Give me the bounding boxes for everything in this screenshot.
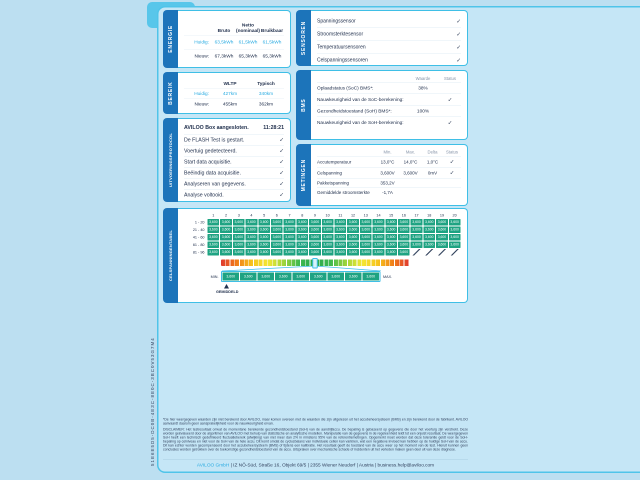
check-icon: ✓ bbox=[279, 181, 284, 187]
protocol-step-label: De FLASH Test is gestart. bbox=[184, 136, 245, 143]
bereik-tab bbox=[163, 72, 178, 114]
cell-voltage: 3,600 bbox=[209, 220, 218, 224]
panel-uitvoeringsprotocol bbox=[163, 118, 291, 202]
protocol-connected-row bbox=[184, 123, 284, 134]
cell-voltage: 3,600 bbox=[424, 228, 434, 232]
metingen-header-min: Min. bbox=[383, 149, 392, 155]
value-cell: 67,3kWh bbox=[212, 49, 236, 63]
cell-voltage: 3,600 bbox=[424, 235, 434, 239]
metingen-column-headers bbox=[317, 149, 461, 156]
metingen-tab bbox=[296, 144, 311, 206]
cell-voltage: 3,600 bbox=[323, 228, 332, 232]
protocol-step-label: Start data acquisitie. bbox=[184, 158, 232, 165]
protocol-card bbox=[178, 118, 291, 202]
panel-bereik bbox=[163, 72, 291, 114]
protocol-tab-label: UITVOERINGSPROTOCOL bbox=[168, 133, 173, 187]
row-label: Nieuw: bbox=[184, 49, 212, 63]
row-label: Huidig: bbox=[184, 88, 212, 98]
column-number: 17 bbox=[414, 213, 419, 218]
cell-voltage: 3,600 bbox=[221, 243, 231, 247]
empty-cell-slash bbox=[411, 249, 423, 256]
bms-row-label: Gezondheidstoestand (SoH) BMS*: bbox=[317, 108, 392, 114]
cell-voltage: 3,600 bbox=[450, 220, 459, 224]
cell-voltage: 3,600 bbox=[399, 235, 409, 239]
max-label: MAX. bbox=[383, 274, 393, 279]
protocol-connected-time: 11:28:21 bbox=[263, 124, 284, 131]
metingen-rows bbox=[317, 156, 461, 197]
footnotes bbox=[163, 418, 468, 454]
cell-voltage: 3,600 bbox=[234, 228, 243, 232]
cell-voltage: 3,600 bbox=[386, 235, 396, 239]
column-number: 3 bbox=[237, 213, 240, 218]
cell-voltage: 3,600 bbox=[386, 243, 396, 247]
cell-voltage: 3,600 bbox=[450, 243, 459, 247]
row-range-label: 41 - 60 bbox=[192, 235, 205, 240]
cell-voltage: 3,600 bbox=[437, 243, 447, 247]
cell-voltage: 3,600 bbox=[399, 243, 409, 247]
cell-voltage: 3,600 bbox=[272, 250, 282, 254]
bms-row bbox=[317, 117, 461, 129]
meting-row bbox=[317, 167, 461, 178]
cell-voltage: 3,600 bbox=[209, 243, 218, 247]
cell-voltage: 3,600 bbox=[323, 243, 332, 247]
bms-card bbox=[311, 70, 468, 140]
cell-voltage: 3,600 bbox=[310, 220, 320, 224]
protocol-step bbox=[184, 178, 284, 189]
column-number: 14 bbox=[376, 213, 381, 218]
cell-voltage: 3,600 bbox=[221, 220, 231, 224]
avg-cell-voltage: 3,600 bbox=[240, 273, 257, 281]
meting-max: 3,600V bbox=[403, 170, 418, 176]
energie-tab-label: ENERGIE bbox=[167, 25, 174, 53]
cell-voltage: 3,600 bbox=[259, 235, 269, 239]
cell-voltage: 3,600 bbox=[209, 228, 218, 232]
cell-voltage: 3,600 bbox=[437, 220, 447, 224]
avg-cell-voltage: 3,600 bbox=[310, 273, 327, 281]
meting-delta: 0mV bbox=[427, 170, 438, 176]
cell-voltage: 3,600 bbox=[209, 250, 218, 254]
bms-header-spacer bbox=[317, 76, 407, 81]
cell-voltage: 3,600 bbox=[259, 220, 269, 224]
metingen-tab-label: METINGEN bbox=[300, 158, 307, 192]
cell-voltage: 3,600 bbox=[259, 228, 269, 232]
bms-tab-label: BMS bbox=[300, 98, 307, 112]
cell-voltage: 3,600 bbox=[348, 243, 358, 247]
meting-min: 353,2V bbox=[380, 180, 395, 186]
value-cell: 63,5kWh bbox=[212, 35, 236, 49]
meting-max: 14,0°C bbox=[403, 159, 418, 165]
cell-voltage: 3,600 bbox=[361, 228, 370, 232]
avg-cell-voltage: 3,600 bbox=[258, 273, 275, 281]
cell-voltage: 3,600 bbox=[272, 243, 282, 247]
cell-voltage: 3,600 bbox=[399, 228, 409, 232]
cell-voltage: 3,600 bbox=[348, 250, 358, 254]
metingen-header-spacer bbox=[317, 150, 376, 155]
cell-voltage: 3,600 bbox=[297, 250, 307, 254]
check-icon: ✓ bbox=[279, 192, 284, 198]
row-label: Huidig: bbox=[184, 35, 212, 49]
cell-voltage: 3,600 bbox=[259, 250, 269, 254]
value-cell: 362km bbox=[248, 99, 284, 109]
cell-voltage: 3,600 bbox=[221, 235, 231, 239]
disclaimer: DISCLAIMER: Het testresultaat omvat de momentane berekende gezondheidstoestand (SoH) van de aandrijfaccu. De bepaling is gebaseerd op gegevens die door het voertuig zijn verstrekt. Deze worden geëvalueerd door de algoritmen van AVILOO met behulp van statistische en analytische modellen. Manipulatie van de gegevens in de regeleenheid leidt tot een onjuist resultaat. De weergegeven SoH heeft een technisch gedefinieerd fluctuatiebereik (afwijking) van niet meer dan 2% in minstens 95% van de referentiemetingen. Opgemerkt moet worden dat deze tolerantie geldt voor de SoH-bepaling op celniveau en niet voor de SoH van de hele accu. Dit komt omdat de cyclusbalans van individuele cellen kan variëren, wat een negatieve invloed kan hebben op de huidige SoH van de accu. Dit kan echter worden gecompenseerd door het accubeheersysteem (BMS) of tijdens een kalibratie. Het resultaat geeft de toestand van de accu weer op het moment van de test. Hieruit kunnen geen conclusies worden getrokken over de toekomstige gezondheidstoestand van de accu. Uitspraken over mechanische schade of incidenten uit het verleden maken geen deel uit van deze diagnose. bbox=[163, 428, 468, 452]
avg-cell-voltage: 3,600 bbox=[293, 273, 310, 281]
metingen-header-max: Max. bbox=[405, 149, 416, 155]
bms-row bbox=[317, 94, 461, 106]
avg-cell-voltage: 3,600 bbox=[345, 273, 362, 281]
cell-voltage: 3,600 bbox=[374, 228, 383, 232]
protocol-step-label: Analyseren van gegevens. bbox=[184, 180, 246, 187]
table-corner bbox=[184, 213, 207, 219]
empty-cell-slash bbox=[423, 249, 435, 256]
protocol-connected-text: AVILOO Box aangesloten. bbox=[184, 124, 249, 131]
bms-tab bbox=[296, 70, 311, 140]
cell-voltage: 3,600 bbox=[234, 250, 243, 254]
cell-voltage: 3,600 bbox=[272, 228, 282, 232]
bms-header-status: Status bbox=[443, 76, 457, 81]
bms-value: 100% bbox=[416, 108, 430, 114]
column-number: 19 bbox=[439, 213, 445, 218]
cell-voltage: 3,600 bbox=[374, 220, 383, 224]
cell-voltage: 3,600 bbox=[285, 235, 294, 239]
protocol-tab bbox=[163, 118, 178, 202]
cell-voltage: 3,600 bbox=[323, 235, 332, 239]
column-number: 5 bbox=[263, 213, 266, 218]
meting-label: Accutemperatuur bbox=[317, 159, 352, 165]
column-header: Bruto bbox=[217, 27, 231, 34]
avg-cell-voltage: 3,600 bbox=[275, 273, 292, 281]
cell-voltage-table bbox=[184, 213, 461, 256]
protocol-step-label: Voertuig gedetecteerd. bbox=[184, 147, 237, 154]
cell-voltage: 3,600 bbox=[374, 243, 383, 247]
sensoren-tab-label: SENSOREN bbox=[300, 20, 307, 56]
metingen-header-delta: Delta bbox=[427, 149, 438, 155]
cell-voltage: 3,600 bbox=[323, 250, 332, 254]
metingen-card bbox=[311, 144, 468, 206]
avg-voltage-cells bbox=[221, 271, 381, 282]
check-icon: ✓ bbox=[279, 170, 284, 176]
avg-cell-voltage: 3,600 bbox=[363, 273, 380, 281]
column-number: 2 bbox=[225, 213, 228, 218]
cell-voltage: 3,600 bbox=[285, 243, 294, 247]
row-range-label: 21 - 40 bbox=[192, 227, 205, 232]
bms-rows bbox=[317, 83, 461, 129]
meting-min: -1,7A bbox=[382, 190, 393, 195]
bms-row bbox=[317, 83, 461, 94]
energie-tab bbox=[163, 10, 178, 68]
bereik-table bbox=[184, 77, 284, 109]
column-number: 6 bbox=[275, 213, 278, 218]
protocol-step bbox=[184, 167, 284, 178]
bereik-card bbox=[178, 72, 291, 114]
meting-min: 13,0°C bbox=[380, 159, 395, 165]
cell-voltage: 3,600 bbox=[437, 228, 447, 232]
bms-row-label: Oplaadstatus (SoC) BMS*: bbox=[317, 85, 374, 91]
cell-voltage: 3,600 bbox=[437, 235, 447, 239]
cell-voltage: 3,600 bbox=[361, 243, 370, 247]
cell-voltage: 3,600 bbox=[412, 235, 421, 239]
protocol-step bbox=[184, 156, 284, 167]
cell-voltage: 3,600 bbox=[348, 228, 358, 232]
cell-voltage: 3,600 bbox=[272, 220, 282, 224]
value-cell: 455km bbox=[212, 99, 248, 109]
cell-voltage: 3,600 bbox=[336, 243, 345, 247]
sensor-label: Stroomsterktesensor bbox=[317, 31, 364, 37]
protocol-step bbox=[184, 134, 284, 145]
avg-cell-voltage: 3,600 bbox=[328, 273, 345, 281]
panel-sensoren bbox=[296, 10, 468, 66]
cell-voltage: 3,600 bbox=[285, 220, 294, 224]
row-range-label: 1 - 20 bbox=[194, 220, 205, 225]
bms-value: 38% bbox=[418, 85, 428, 91]
meting-row bbox=[317, 178, 461, 188]
panel-celspanningentabel bbox=[163, 208, 468, 303]
sensoren-card bbox=[311, 10, 468, 66]
footer-divider bbox=[163, 459, 468, 460]
column-number: 10 bbox=[325, 213, 330, 218]
protocol-step-label: Beëindig data acquisitie. bbox=[184, 169, 241, 176]
check-icon: ✓ bbox=[456, 57, 461, 64]
column-header: Netto (nominaal) bbox=[235, 22, 261, 34]
value-cell: 340km bbox=[248, 88, 284, 98]
cell-voltage: 3,600 bbox=[450, 235, 459, 239]
bereik-tab-label: BEREIK bbox=[167, 81, 174, 105]
celtabel-card bbox=[178, 208, 468, 303]
cell-voltage: 3,600 bbox=[450, 228, 459, 232]
meting-row bbox=[317, 188, 461, 198]
meting-label: Celspanning bbox=[317, 170, 343, 176]
cell-voltage: 3,600 bbox=[374, 235, 383, 239]
panel-metingen bbox=[296, 144, 468, 206]
cell-voltage: 3,600 bbox=[297, 235, 307, 239]
bms-row-label: Nauwkeurigheid van de SoH-berekening: bbox=[317, 120, 404, 126]
value-cell: 65,3kWh bbox=[260, 49, 284, 63]
cell-voltage: 3,600 bbox=[412, 220, 421, 224]
column-number: 15 bbox=[389, 213, 394, 218]
cell-voltage: 3,600 bbox=[259, 243, 269, 247]
column-number: 4 bbox=[250, 213, 253, 218]
cell-voltage: 3,600 bbox=[310, 250, 320, 254]
cell-voltage: 3,600 bbox=[234, 235, 243, 239]
protocol-steps bbox=[184, 134, 284, 200]
footer-company: AVILOO GmbH bbox=[196, 462, 230, 468]
cell-voltage: 3,600 bbox=[247, 243, 256, 247]
bms-header-waarde: Waarde bbox=[415, 76, 431, 81]
energie-table bbox=[184, 15, 284, 63]
panel-energie bbox=[163, 10, 291, 68]
cell-voltage: 3,600 bbox=[386, 228, 396, 232]
sensor-row bbox=[317, 15, 461, 28]
bms-row-label: Nauwkeurigheid van de SoC-berekening: bbox=[317, 97, 404, 103]
cell-voltage: 3,600 bbox=[361, 220, 370, 224]
protocol-step bbox=[184, 145, 284, 156]
cell-voltage: 3,600 bbox=[348, 235, 358, 239]
cell-voltage: 3,600 bbox=[247, 235, 256, 239]
sensoren-rows bbox=[317, 15, 461, 66]
check-icon: ✓ bbox=[449, 170, 455, 176]
cell-voltage: 3,600 bbox=[374, 250, 383, 254]
panel-bms bbox=[296, 70, 468, 140]
cell-voltage: 3,600 bbox=[336, 250, 345, 254]
column-header: Bruikbaar bbox=[260, 27, 284, 34]
celtabel-tab bbox=[163, 208, 178, 303]
meting-row bbox=[317, 156, 461, 167]
column-header: Typisch bbox=[257, 80, 275, 87]
cell-voltage: 3,600 bbox=[361, 250, 370, 254]
sensor-label: Celspanningssensoren bbox=[317, 57, 368, 63]
cell-voltage: 3,600 bbox=[336, 220, 345, 224]
cell-voltage: 3,600 bbox=[399, 220, 409, 224]
check-icon: ✓ bbox=[279, 137, 284, 143]
column-number: 16 bbox=[401, 213, 406, 218]
column-number: 8 bbox=[301, 213, 304, 218]
value-cell: 65,3kWh bbox=[236, 49, 260, 63]
cell-voltage: 3,600 bbox=[209, 235, 218, 239]
check-icon: ✓ bbox=[279, 159, 284, 165]
cell-voltage: 3,600 bbox=[348, 220, 358, 224]
empty-cell-slash bbox=[436, 249, 448, 256]
cell-voltage: 3,600 bbox=[221, 228, 231, 232]
column-number: 9 bbox=[313, 213, 316, 218]
cell-voltage: 3,600 bbox=[323, 220, 332, 224]
bms-column-headers bbox=[317, 75, 461, 83]
voltage-color-scale bbox=[221, 260, 409, 267]
empty-cell-slash bbox=[449, 249, 461, 256]
check-icon: ✓ bbox=[456, 18, 461, 25]
cell-voltage: 3,600 bbox=[297, 220, 307, 224]
meting-delta: 1,0°C bbox=[426, 159, 439, 165]
sensor-row bbox=[317, 28, 461, 41]
meting-min: 3,600V bbox=[380, 170, 395, 176]
cell-voltage: 3,600 bbox=[247, 250, 256, 254]
footer-address-line bbox=[163, 463, 468, 469]
row-range-label: 61 - 80 bbox=[192, 242, 205, 247]
avg-voltage-row bbox=[184, 271, 461, 282]
cell-voltage: 3,600 bbox=[234, 243, 243, 247]
check-icon: ✓ bbox=[447, 120, 453, 126]
gemiddeld-label: GEMIDDELD bbox=[216, 289, 239, 294]
cell-voltage: 3,600 bbox=[424, 243, 434, 247]
cell-voltage: 3,600 bbox=[285, 250, 294, 254]
sensoren-tab bbox=[296, 10, 311, 66]
cell-voltage: 3,600 bbox=[221, 250, 231, 254]
cell-voltage: 3,600 bbox=[412, 228, 421, 232]
value-cell: 61,5kWh bbox=[236, 35, 260, 49]
celtabel-tab-label: CELSPANNINGENTABEL bbox=[168, 229, 173, 282]
row-range-label: 81 - 96 bbox=[192, 250, 205, 255]
footer-address: | IZ NÖ-Süd, Straße 16, Objekt 69/5 | 2355 Wiener Neudorf | Austria | business.help@aviloo.com bbox=[229, 462, 435, 468]
column-header: WLTP bbox=[223, 80, 237, 87]
cell-voltage: 3,600 bbox=[386, 250, 396, 254]
gemiddeld-marker bbox=[216, 284, 461, 294]
avg-cell-voltage: 3,600 bbox=[223, 273, 240, 281]
check-icon: ✓ bbox=[449, 159, 455, 165]
row-label: Nieuw: bbox=[184, 99, 212, 109]
cell-voltage: 3,600 bbox=[336, 235, 345, 239]
cell-voltage: 3,600 bbox=[297, 228, 307, 232]
cell-voltage: 3,600 bbox=[247, 228, 256, 232]
cell-voltage: 3,600 bbox=[386, 220, 396, 224]
value-cell: 427km bbox=[212, 88, 248, 98]
cell-voltage: 3,600 bbox=[272, 235, 282, 239]
column-number: 7 bbox=[288, 213, 291, 218]
min-label: MIN. bbox=[210, 274, 219, 279]
sensor-row bbox=[317, 54, 461, 66]
cell-voltage: 3,600 bbox=[310, 235, 320, 239]
cell-voltage: 3,600 bbox=[310, 243, 320, 247]
cell-voltage: 3,600 bbox=[234, 220, 243, 224]
value-cell: 61,5kWh bbox=[260, 35, 284, 49]
protocol-step bbox=[184, 189, 284, 200]
cell-voltage: 3,600 bbox=[399, 250, 409, 254]
cell-voltage: 3,600 bbox=[424, 220, 434, 224]
check-icon: ✓ bbox=[456, 44, 461, 51]
column-number: 18 bbox=[427, 213, 432, 218]
column-number: 12 bbox=[350, 213, 356, 218]
scale-average-marker bbox=[312, 258, 318, 269]
metingen-header-status: Status bbox=[445, 149, 459, 155]
check-icon: ✓ bbox=[447, 97, 453, 103]
cell-voltage: 3,600 bbox=[297, 243, 307, 247]
check-icon: ✓ bbox=[456, 31, 461, 38]
column-number: 20 bbox=[452, 213, 457, 218]
bms-row bbox=[317, 106, 461, 117]
test-id-vertical: 51E6E5D5-DC0B-4E3C-8E0C-3BC0V53G7M4 bbox=[150, 337, 155, 466]
cell-voltage: 3,600 bbox=[285, 228, 294, 232]
sensor-label: Spanningssensor bbox=[317, 18, 356, 24]
column-number: 1 bbox=[212, 213, 215, 218]
protocol-step-label: Analyse voltooid. bbox=[184, 191, 224, 198]
cell-voltage: 3,600 bbox=[310, 228, 320, 232]
triangle-up-icon bbox=[224, 284, 229, 289]
sensor-row bbox=[317, 41, 461, 54]
sensor-label: Temperatuursensoren bbox=[317, 44, 366, 50]
cell-voltage: 3,600 bbox=[361, 235, 370, 239]
check-icon: ✓ bbox=[279, 148, 284, 154]
cell-voltage: 3,600 bbox=[412, 243, 421, 247]
energie-card bbox=[178, 10, 291, 68]
column-number: 11 bbox=[338, 213, 343, 218]
column-number: 13 bbox=[363, 213, 368, 218]
meting-label: Gemiddelde stroomsterkte bbox=[317, 190, 370, 195]
footnote-bms: *De hier weergegeven waarden zijn niet berekend door AVILOO, maar komen overeen met de waarden die zijn uitgelezen uit het accubeheersysteem (BMS) en zijn berekend door de fabrikant. AVILOO aanvaardt daarom geen aansprakelijkheid voor de nauwkeurigheid ervan. bbox=[163, 418, 468, 426]
cell-voltage: 3,600 bbox=[247, 220, 256, 224]
cell-voltage: 3,600 bbox=[336, 228, 345, 232]
meting-label: Pakketspanning bbox=[317, 180, 350, 186]
